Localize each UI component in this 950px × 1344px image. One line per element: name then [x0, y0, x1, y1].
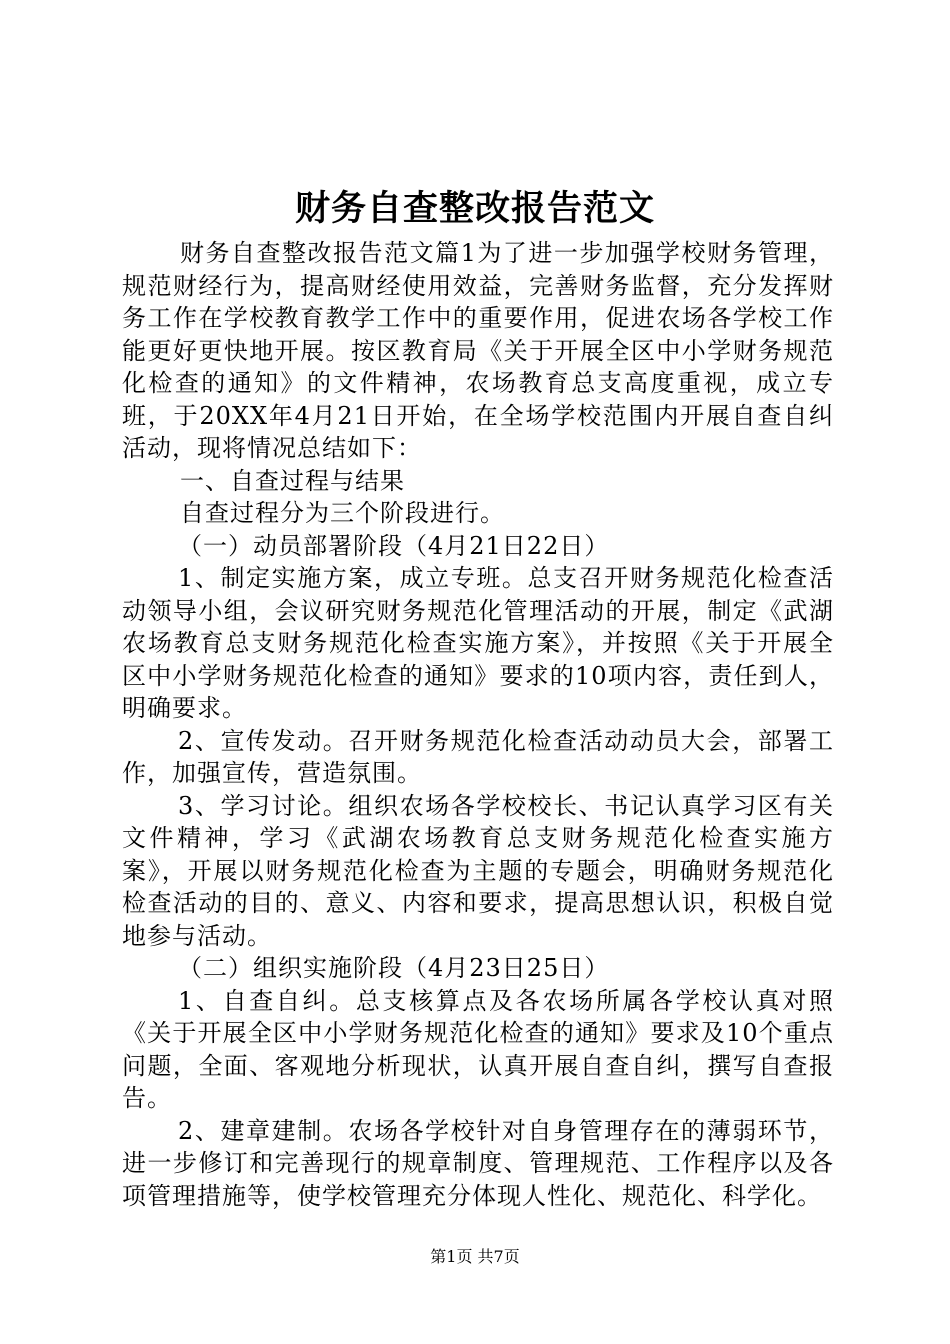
list-item-regulations: 2、建章建制。农场各学校针对自身管理存在的薄弱环节，进一步修订和完善现行的规章制度、管理规范、工作程序以及各项管理措施等，使学校管理充分体现人性化、规范化、科学化。 — [122, 1116, 834, 1210]
document-body — [122, 237, 834, 1212]
page-footer: 第1页 共7页 — [430, 1247, 520, 1266]
subsection-heading-mobilization: （一）动员部署阶段（4月21日22日） — [178, 531, 610, 560]
document-title: 财务自查整改报告范文 — [294, 188, 655, 229]
list-item-publicity: 2、宣传发动。召开财务规范化检查活动动员大会，部署工作，加强宣传，营造氛围。 — [122, 726, 834, 787]
section-heading-self-check: 一、自查过程与结果 — [180, 466, 405, 495]
list-item-study: 3、学习讨论。组织农场各学校校长、书记认真学习区有关文件精神，学习《武湖农场教育总支财务规范化检查实施方案》，开展以财务规范化检查为主题的专题会，明确财务规范化检查活动的目的、意义、内容和要求，提高思想认识，积极自觉地参与活动。 — [122, 791, 834, 950]
intro-paragraph: 财务自查整改报告范文篇1为了进一步加强学校财务管理，规范财经行为，提高财经使用效益，完善财务监督，充分发挥财务工作在学校教育教学工作中的重要作用，促进农场各学校工作能更好更快地开展。按区教育局《关于开展全区中小学财务规范化检查的通知》的文件精神，农场教育总支高度重视，成立专班，于20XX年4月21日开始，在全场学校范围内开展自查自纠活动，现将情况总结如下： — [122, 239, 834, 462]
list-item-self-correction: 1、自查自纠。总支核算点及各农场所属各学校认真对照《关于开展全区中小学财务规范化检查的通知》要求及10个重点问题，全面、客观地分析现状，认真开展自查自纠，撰写自查报告。 — [122, 986, 834, 1112]
list-item-plan: 1、制定实施方案，成立专班。总支召开财务规范化检查活动领导小组，会议研究财务规范化管理活动的开展，制定《武湖农场教育总支财务规范化检查实施方案》，并按照《关于开展全区中小学财务规范化检查的通知》要求的10项内容，责任到人，明确要求。 — [122, 564, 834, 722]
paragraph-stages: 自查过程分为三个阶段进行。 — [180, 499, 505, 527]
subsection-heading-implementation: （二）组织实施阶段（4月23日25日） — [178, 954, 610, 982]
